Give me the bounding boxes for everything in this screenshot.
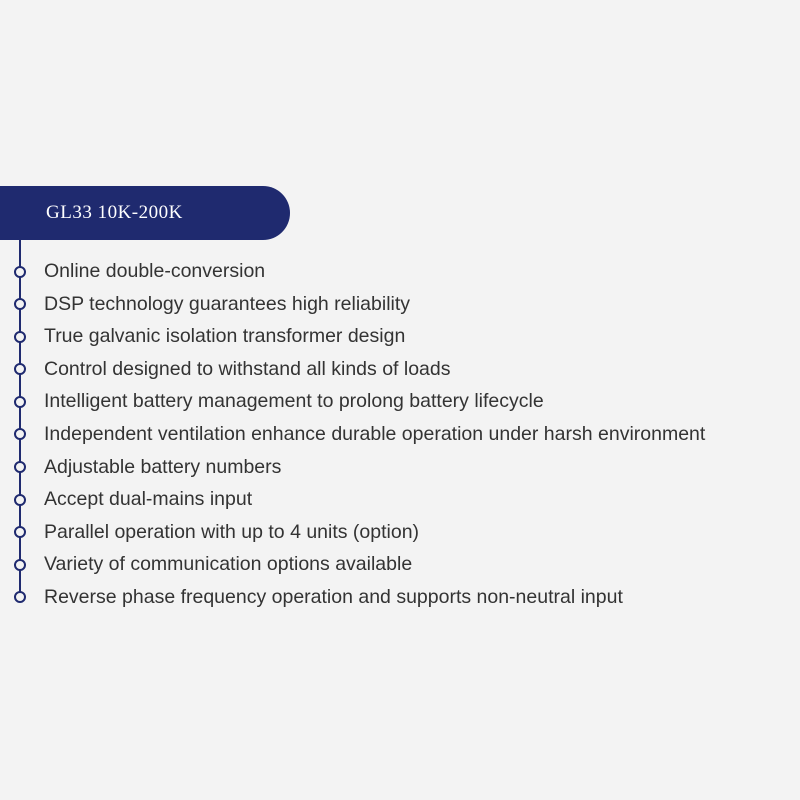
feature-item xyxy=(0,483,705,516)
feature-item xyxy=(0,385,705,418)
feature-item xyxy=(0,288,705,321)
feature-text: Independent ventilation enhance durable operation under harsh environment xyxy=(44,422,706,445)
feature-item xyxy=(0,516,705,549)
feature-list xyxy=(0,255,705,614)
circle-bullet-icon xyxy=(14,298,26,310)
feature-text: Intelligent battery management to prolong battery lifecycle xyxy=(44,390,544,413)
feature-text: True galvanic isolation transformer design xyxy=(44,325,406,348)
feature-item xyxy=(0,320,705,353)
circle-bullet-icon xyxy=(14,559,26,571)
circle-bullet-icon xyxy=(14,591,26,603)
feature-text: Variety of communication options available xyxy=(44,553,413,576)
feature-item xyxy=(0,548,705,581)
feature-item xyxy=(0,451,705,484)
circle-bullet-icon xyxy=(14,428,26,440)
feature-text: Reverse phase frequency operation and supports non-neutral input xyxy=(44,585,623,608)
feature-item xyxy=(0,581,705,614)
circle-bullet-icon xyxy=(14,363,26,375)
feature-text: Accept dual-mains input xyxy=(44,488,253,511)
feature-text: Control designed to withstand all kinds of loads xyxy=(44,357,451,380)
product-title-banner xyxy=(0,186,290,240)
feature-text: Parallel operation with up to 4 units (option) xyxy=(44,520,420,543)
circle-bullet-icon xyxy=(14,526,26,538)
feature-text: Adjustable battery numbers xyxy=(44,455,282,478)
feature-item xyxy=(0,418,705,451)
feature-text: DSP technology guarantees high reliability xyxy=(44,292,411,315)
feature-text: Online double-conversion xyxy=(44,260,266,282)
circle-bullet-icon xyxy=(14,396,26,408)
circle-bullet-icon xyxy=(14,461,26,473)
feature-item xyxy=(0,255,705,288)
circle-bullet-icon xyxy=(14,331,26,343)
circle-bullet-icon xyxy=(14,494,26,506)
circle-bullet-icon xyxy=(14,266,26,278)
product-title: GL33 10K-200K xyxy=(46,202,183,223)
feature-item xyxy=(0,353,705,386)
